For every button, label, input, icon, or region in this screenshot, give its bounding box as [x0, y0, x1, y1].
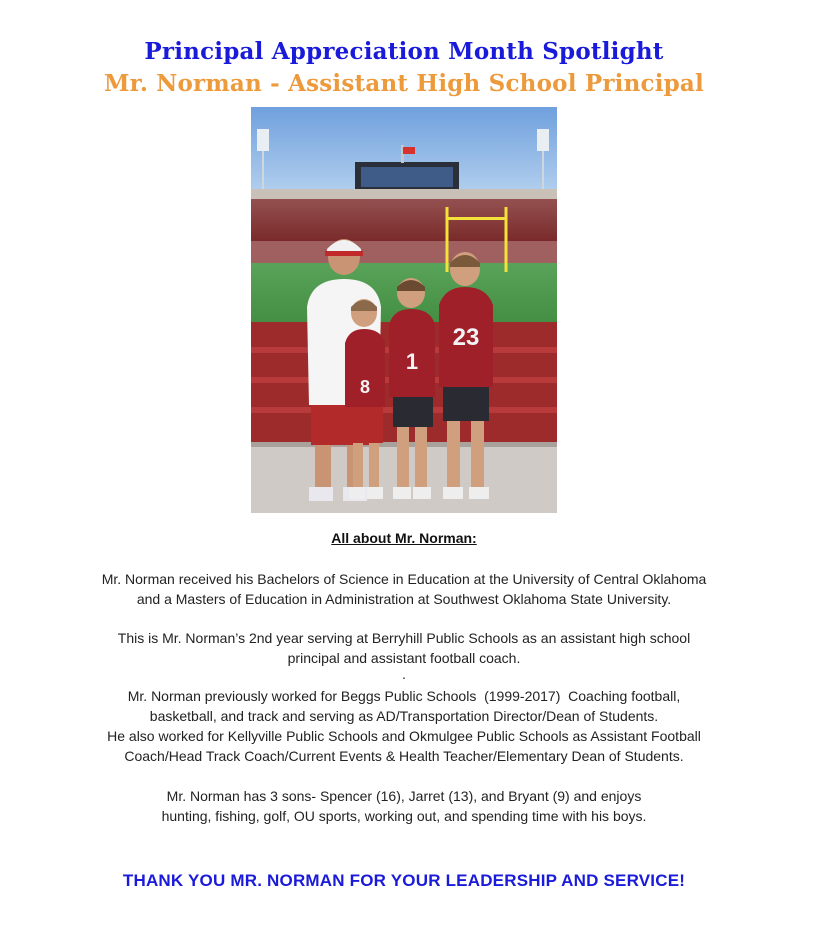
separator-dot: .	[402, 666, 406, 682]
page-title: Principal Appreciation Month Spotlight	[144, 38, 664, 65]
jersey-number-middle: 1	[405, 349, 419, 374]
about-heading: All about Mr. Norman:	[331, 530, 477, 546]
education-line-2: and a Masters of Education in Administration at Southwest Oklahoma State University.	[136, 591, 672, 607]
education-paragraph	[60, 569, 748, 609]
history-line-1: Mr. Norman previously worked for Beggs Public Schools (1999-2017) Coaching football,	[127, 688, 681, 704]
history-line-2: basketball, and track and serving as AD/Transportation Director/Dean of Students.	[149, 708, 659, 724]
jersey-number-small: 8	[359, 377, 371, 397]
thank-you-message: THANK YOU MR. NORMAN FOR YOUR LEADERSHIP AND SERVICE!	[122, 871, 686, 890]
family-paragraph	[60, 786, 748, 826]
current-role-line-2: principal and assistant football coach.	[287, 650, 521, 666]
work-history-paragraph	[54, 686, 754, 766]
history-line-4: Coach/Head Track Coach/Current Events & Health Teacher/Elementary Dean of Students.	[124, 748, 684, 764]
education-line-1: Mr. Norman received his Bachelors of Science in Education at the University of Central Oklahoma	[101, 571, 707, 587]
history-line-3: He also worked for Kellyville Public Schools and Okmulgee Public Schools as Assistant Football	[107, 728, 701, 744]
family-line-2: hunting, fishing, golf, OU sports, working out, and spending time with his boys.	[161, 808, 647, 824]
page-subtitle: Mr. Norman - Assistant High School Principal	[104, 70, 704, 97]
stadium-family-photo	[251, 107, 557, 513]
current-role-line-1: This is Mr. Norman’s 2nd year serving at Berryhill Public Schools as an assistant high school	[117, 630, 691, 646]
family-line-1: Mr. Norman has 3 sons- Spencer (16), Jarret (13), and Bryant (9) and enjoys	[166, 788, 642, 804]
jersey-number-large: 23	[452, 324, 480, 351]
current-role-paragraph	[60, 628, 748, 668]
